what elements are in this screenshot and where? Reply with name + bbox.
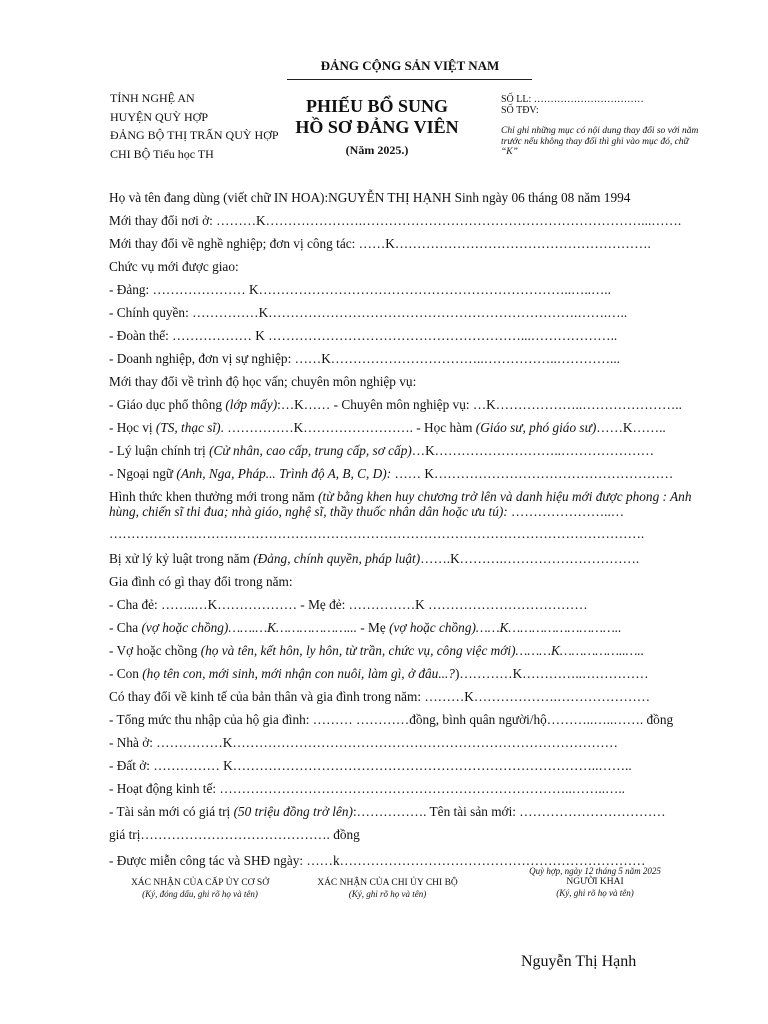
- mother-in-law-label: - Mẹ: [360, 620, 390, 635]
- discipline-label: Bị xử lý kỷ luật trong năm: [109, 551, 254, 566]
- assets-value: :……………. Tên tài sản mới: ……………………………: [352, 804, 666, 819]
- row-government: - Chính quyền: ……………K…………………………………………………………….…….…..: [109, 305, 628, 320]
- general-education-value: :…K…… - Chuyên môn nghiệp vụ: …K………………..…………………..: [277, 397, 682, 412]
- row-parents-in-law: [109, 616, 719, 639]
- political-theory-value: …K………………………..…………………: [411, 443, 655, 458]
- assets-label: - Tài sản mới có giá trị: [109, 804, 234, 819]
- degree-hint: (TS, thạc sĩ): [155, 420, 221, 435]
- signature-base-committee: [110, 878, 290, 900]
- party-committee-line: ĐẢNG BỘ THỊ TRẤN QUỲ HỢP: [110, 128, 279, 142]
- awards-label: Hình thức khen thưởng mới trong năm: [109, 489, 319, 504]
- so-tdv-field: SỐ TĐV:: [501, 105, 539, 116]
- spouse-value: (họ và tên, kết hôn, ly hôn, từ trần, chức vụ, công việc mới)………K……………..…..: [200, 643, 645, 658]
- instruction-note: Chỉ ghi những mục có nội dung thay đổi so với năm trước nếu không thay đổi thì ghi vào mục đó, chữ “K”: [501, 126, 699, 157]
- children-hint: (họ tên con, mới sinh, mới nhận con nuôi, làm gì, ở đâu...?: [142, 666, 455, 681]
- party-cell-line: CHI BỘ Tiểu học TH: [110, 146, 214, 161]
- form-title-line1: PHIẾU BỔ SUNG: [305, 96, 449, 116]
- row-position-heading: Chức vụ mới được giao:: [109, 259, 239, 274]
- base-committee-note: (Ký, đóng dấu, ghi rõ họ và tên): [142, 889, 258, 899]
- foreign-language-value: …… K………………………………………………: [391, 466, 674, 481]
- row-family-heading: Gia đình có gì thay đổi trong năm:: [109, 574, 293, 589]
- row-party: - Đảng: ………………… K……………………………………………………………..…..…..: [109, 282, 611, 297]
- row-foreign-language: [109, 462, 719, 485]
- row-parents: - Cha đẻ: ……..…K……………… - Mẹ đẻ: ……………K ………………………………: [109, 597, 588, 612]
- foreign-language-hint: (Anh, Nga, Pháp... Trình độ A, B, C, D):: [176, 466, 392, 481]
- row-children: [109, 662, 719, 685]
- form-body: [109, 186, 719, 872]
- row-general-education: [109, 393, 719, 416]
- residence-label: Mới thay đổi nơi ở: [109, 213, 210, 228]
- right-header: [501, 94, 711, 158]
- party-title: ĐẢNG CỘNG SẢN VIỆT NAM: [320, 58, 500, 73]
- province-line: TỈNH NGHỆ AN: [110, 91, 195, 105]
- row-organization: - Đoàn thể: ……………… K …………………………………………………...………………..: [109, 328, 618, 343]
- base-committee-title: XÁC NHẬN CỦA CẤP ỦY CƠ SỞ: [130, 878, 270, 888]
- row-discipline: [109, 547, 719, 570]
- row-new-assets: [109, 800, 719, 823]
- awards-value: …………………..…: [507, 504, 625, 519]
- degree-label: - Học vị: [109, 420, 156, 435]
- row-house: - Nhà ở: ……………K……………………………………………………………………………: [109, 735, 618, 750]
- row-economic-activity: - Hoạt động kinh tế: ……………………………………………………………………..……..…..: [109, 781, 625, 796]
- general-education-hint: (lớp mấy): [225, 397, 278, 412]
- row-enterprise: - Doanh nghiệp, đơn vị sự nghiệp: ……K……………………………..……………..…………...: [109, 351, 621, 366]
- discipline-value: …….K……….………………………….: [420, 551, 640, 566]
- assets-hint: (50 triệu đồng trở lên): [233, 804, 353, 819]
- row-income: - Tổng mức thu nhập của hộ gia đình: ……… …………đồng, bình quân người/hộ………..…..……. đồng: [109, 712, 674, 727]
- signature-cell-committee: [300, 878, 475, 900]
- declaration-date: Quỳ hợp, ngày 12 tháng 5 năm 2025: [529, 866, 661, 876]
- residence-value: : ………K………………….………………………………………………………...…….: [209, 213, 682, 228]
- row-degree: [109, 416, 719, 439]
- row-spouse: [109, 639, 719, 662]
- father-in-law-label: - Cha: [109, 620, 142, 635]
- academic-title-hint: (Giáo sư, phó giáo sư): [475, 420, 597, 435]
- signature-declarant: [495, 866, 695, 899]
- row-full-name: Họ và tên đang dùng (viết chữ IN HOA):NGUYỄN THỊ HẠNH Sinh ngày 06 tháng 08 năm 1994: [109, 190, 631, 205]
- children-value: )…………K…………..……………: [454, 666, 649, 681]
- father-in-law-value: (vợ hoặc chồng)…….…K………………...: [141, 620, 361, 635]
- declarant-title: NGƯỜI KHAI: [566, 877, 624, 887]
- row-asset-value: giá trị……………………………………. đồng: [109, 827, 360, 842]
- academic-title-value: ……K……..: [596, 420, 666, 435]
- row-education-heading: Mới thay đổi về trình độ học vấn; chuyên môn nghiệp vụ:: [109, 374, 417, 389]
- degree-value: . ……………K……………………. - Học hàm: [220, 420, 476, 435]
- mother-in-law-value: (vợ hoặc chồng)……K………………………..: [389, 620, 622, 635]
- political-theory-hint: (Cử nhân, cao cấp, trung cấp, sơ cấp): [209, 443, 412, 458]
- title-divider: [287, 79, 532, 80]
- form-title-line2: HỒ SƠ ĐẢNG VIÊN: [295, 117, 459, 137]
- foreign-language-label: - Ngoại ngữ: [109, 466, 177, 481]
- row-political-theory: [109, 439, 719, 462]
- cell-committee-title: XÁC NHẬN CỦA CHI ỦY CHI BỘ: [317, 878, 458, 888]
- row-land: - Đất ở: …………… K………………………………………………………………………..……..: [109, 758, 632, 773]
- form-year: (Năm 2025.): [345, 143, 409, 157]
- children-label: - Con: [109, 666, 143, 681]
- row-residence: [109, 209, 719, 232]
- row-awards-continued: ………………………………………………………………………………………………………….: [109, 526, 645, 541]
- declarant-name: Nguyễn Thị Hạnh: [521, 953, 637, 970]
- row-occupation: Mới thay đổi về nghề nghiệp; đơn vị công tác: ……K………………………………………………….: [109, 236, 651, 251]
- cell-committee-note: (Ký, ghi rõ họ và tên): [348, 889, 427, 899]
- spouse-label: - Vợ hoặc chồng: [109, 643, 201, 658]
- discipline-hint: (Đảng, chính quyền, pháp luật): [253, 551, 421, 566]
- so-ll-field: SỐ LL: ……………………………: [501, 94, 644, 105]
- general-education-label: - Giáo dục phổ thông: [109, 397, 226, 412]
- awards-hint: (từ bằng khen huy chương trở lên và danh hiệu mới được phong : Anh hùng, chiến sĩ thi đua; nhà giáo, nghệ sĩ, thầy thuốc nhân dân hoặc ưu tú):: [109, 489, 692, 519]
- district-line: HUYỆN QUỲ HỢP: [110, 109, 208, 124]
- row-exemption: - Được miễn công tác và SHĐ ngày: ……k……………………………………………………………: [109, 853, 646, 868]
- political-theory-label: - Lý luận chính trị: [109, 443, 210, 458]
- row-economy-heading: Có thay đổi về kinh tế của bản thân và gia đình trong năm: ………K……………….…………………: [109, 689, 651, 704]
- form-title-block: [292, 96, 462, 158]
- left-header: [110, 89, 279, 163]
- declarant-note: (Ký, ghi rõ họ và tên): [556, 888, 634, 898]
- row-awards: [109, 485, 719, 523]
